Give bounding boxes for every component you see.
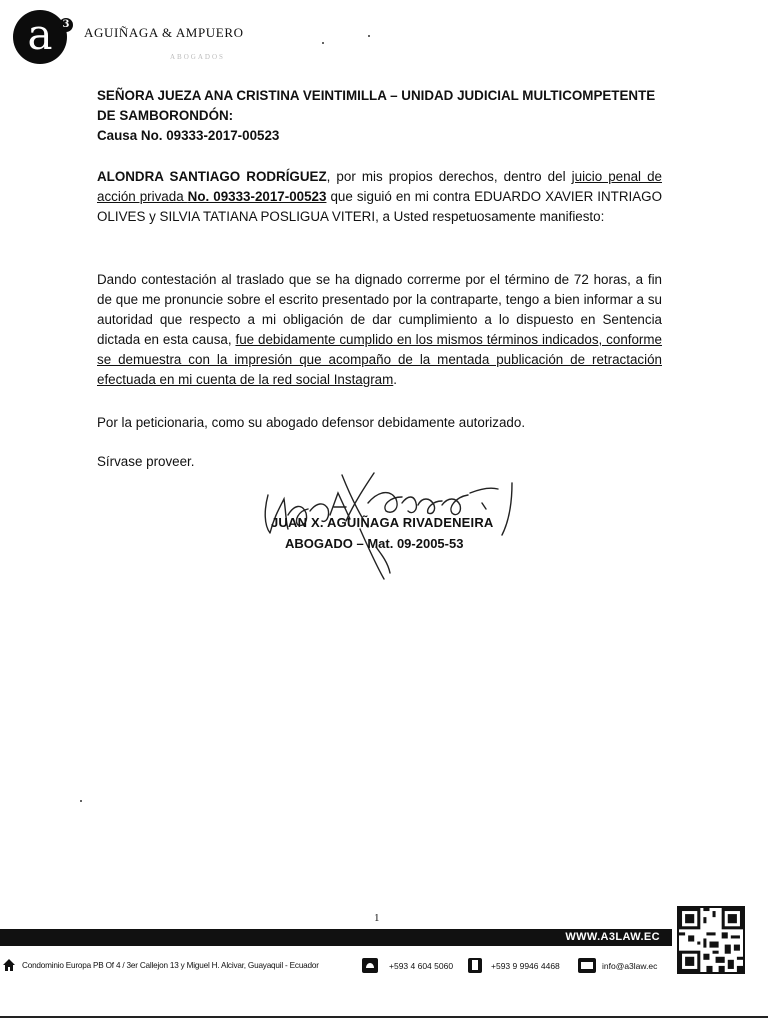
petitioner-name: ALONDRA SANTIAGO RODRÍGUEZ [97,169,327,184]
intro-paragraph [97,167,662,227]
logo-superscript: 3 [59,18,73,32]
phone-icon [362,958,378,973]
intro-text-2: que siguió en mi contra EDUARDO XAVIER INTRIAGO OLIVES y SILVIA TATIANA POSLIGUA VITERI, a Usted respetuosamente manifiesto: [97,189,662,224]
firm-name: AGUIÑAGA & AMPUERO [84,25,244,40]
intro-text-1: , por mis propios derechos, dentro del [326,169,572,184]
body-underlined-text: fue debidamente cumplido en los mismos términos indicados, conforme se demuestra con la impresión que acompaño de la mentada publicación de retractación efectuada en mi cuenta de la red social Instagram [97,332,662,387]
page-bottom-edge [0,1016,768,1018]
addressee-heading [97,86,662,146]
qr-code [677,906,745,974]
footer-phone: +593 4 604 5060 [389,961,454,971]
footer-mobile: +593 9 9946 4468 [491,961,560,971]
signatory-title: ABOGADO – Mat. 09-2005-53 [285,536,464,551]
signatory-name: JUAN X. AGUIÑAGA RIVADENEIRA [271,515,494,530]
body-end: . [393,372,397,387]
page-number: 1 [374,912,380,924]
body-paragraph [97,270,662,390]
footer-website: WWW.A3LAW.EC [565,931,660,943]
mobile-phone-icon [468,958,482,973]
case-number-inline: No. 09333-2017-00523 [187,189,327,204]
logo-letter: a [27,10,53,59]
scan-speck [368,35,370,37]
scan-speck [80,800,82,802]
request-line: Sírvase proveer. [97,454,195,469]
footer-email: info@a3law.ec [602,961,658,971]
case-number: Causa No. 09333-2017-00523 [97,128,280,143]
footer-address: Condominio Europa PB Of 4 / 3er Callejon 13 y Miguel H. Alcivar, Guayaquil - Ecuador [22,961,319,970]
home-icon [2,958,16,972]
firm-subtitle: ABOGADOS [170,53,225,61]
email-icon [578,958,596,973]
closing-line: Por la peticionaria, como su abogado defensor debidamente autorizado. [97,415,526,430]
logo-circle [13,10,67,64]
footer-contact-row [0,958,672,974]
scan-speck [322,42,324,44]
heading-line-1: SEÑORA JUEZA ANA CRISTINA VEINTIMILLA – UNIDAD JUDICIAL MULTICOMPETENTE [97,88,656,103]
footer-bar [0,929,672,946]
case-type: juicio penal de acción privada [97,169,662,204]
body-text: Dando contestación al traslado que se ha dignado correrme por el término de 72 horas, a fin de que me pronuncie sobre el escrito presentado por la contraparte, tengo a bien informar a su autoridad que respecto a mi obligación de dar cumplimiento a lo dispuesto en Sentencia dictada en esta causa, [97,272,662,347]
heading-line-2: DE SAMBORONDÓN: [97,108,234,123]
